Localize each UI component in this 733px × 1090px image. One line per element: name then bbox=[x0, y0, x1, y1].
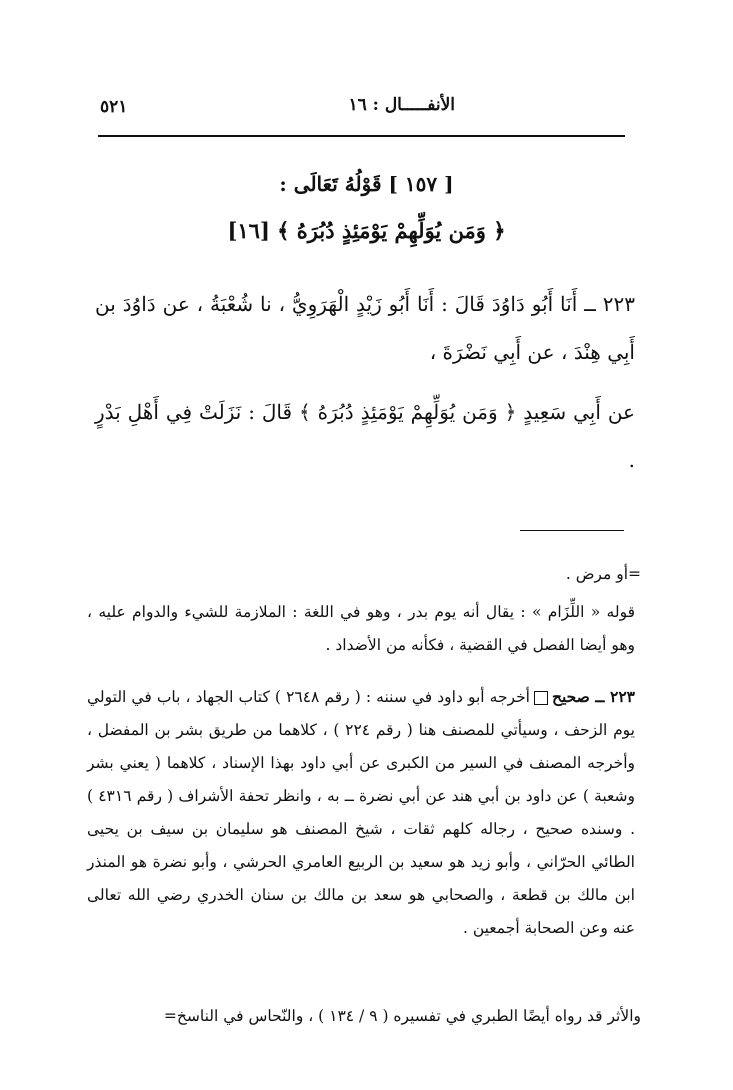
takhrij-text: أخرجه أبو داود في سننه : ( رقم ٢٦٤٨ ) كتاب الجهاد ، باب في التولي يوم الزحف ، وسيأتي للمصنف هنا ( رقم ٢٢٤ ) ، كلاهما من طريق بشر بن المفضل ، وأخرجه المصنف في السير من الكبرى عن أبي داود بهذا الإسناد ، كلاهما ( يعني بشر وشعبة ) عن داود بن أبي هند عن أبي نضرة ــ به ، وانظر تحفة الأشراف ( رقم ٤٣١٦ ) . وسنده صحيح ، رجاله كلهم ثقات ، شيخ المصنف هو سليمان بن سيف بن يحيى الطائي الحرّاني ، وأبو زيد هو سعيد بن الربيع العامري الحرشي ، وأبو نضرة هو المنذر ابن مالك بن قطعة ، والصحابي هو سعد بن مالك بن سنان الخدري رضي الله تعالى عنه وعن الصحابة أجمعين . bbox=[87, 688, 635, 937]
square-icon bbox=[534, 691, 548, 705]
grading-label: ٢٢٣ ــ صحيح bbox=[551, 687, 635, 706]
header-divider bbox=[98, 135, 625, 137]
section-heading: [ ١٥٧ ] قَوْلُهُ تَعَالَى : bbox=[279, 172, 454, 196]
hadith-text: عن أَبِي سَعِيدٍ ﴿ وَمَن يُوَلِّهِمْ يَوْمَئِذٍ دُبُرَهُ ﴾ قَالَ : نَزَلَتْ فِي أَهْلِ بَدْرٍ . bbox=[95, 400, 635, 472]
footnote-divider bbox=[520, 530, 624, 531]
footnote-takhrij bbox=[87, 680, 635, 945]
page-number: ٥٢١ bbox=[100, 97, 128, 117]
running-title: الأنفـــــال : ١٦ bbox=[348, 95, 455, 115]
quran-verse: ﴿ وَمَن يُوَلِّهِمْ يَوْمَئِذٍ دُبُرَهُ ﴾ [١٦] bbox=[227, 218, 506, 243]
hadith-chain: ٢٢٣ ــ أَنَا أَبُو دَاوُدَ قَالَ : أَنَا أَبُو زَيْدٍ الْهَرَوِيُّ ، نا شُعْبَةُ ، عن دَاوُدَ بن أَبِي هِنْدَ ، عن أَبِي نَضْرَةَ ، bbox=[95, 292, 635, 364]
footnote-tabari: والأثر قد رواه أيضًا الطبري في تفسيره ( ٩ / ١٣٤ ) ، والنّحاس في الناسخ= bbox=[163, 1007, 641, 1025]
footnote-continuation: =أو مرض . bbox=[565, 565, 641, 583]
footnote-lizam: قوله « اللِّزَام » : يقال أنه يوم بدر ، وهو في اللغة : الملازمة للشيء والدوام عليه ، وهو أيضا الفصل في القضية ، فكأنه من الأضداد . bbox=[87, 603, 635, 654]
page-header bbox=[100, 95, 625, 127]
